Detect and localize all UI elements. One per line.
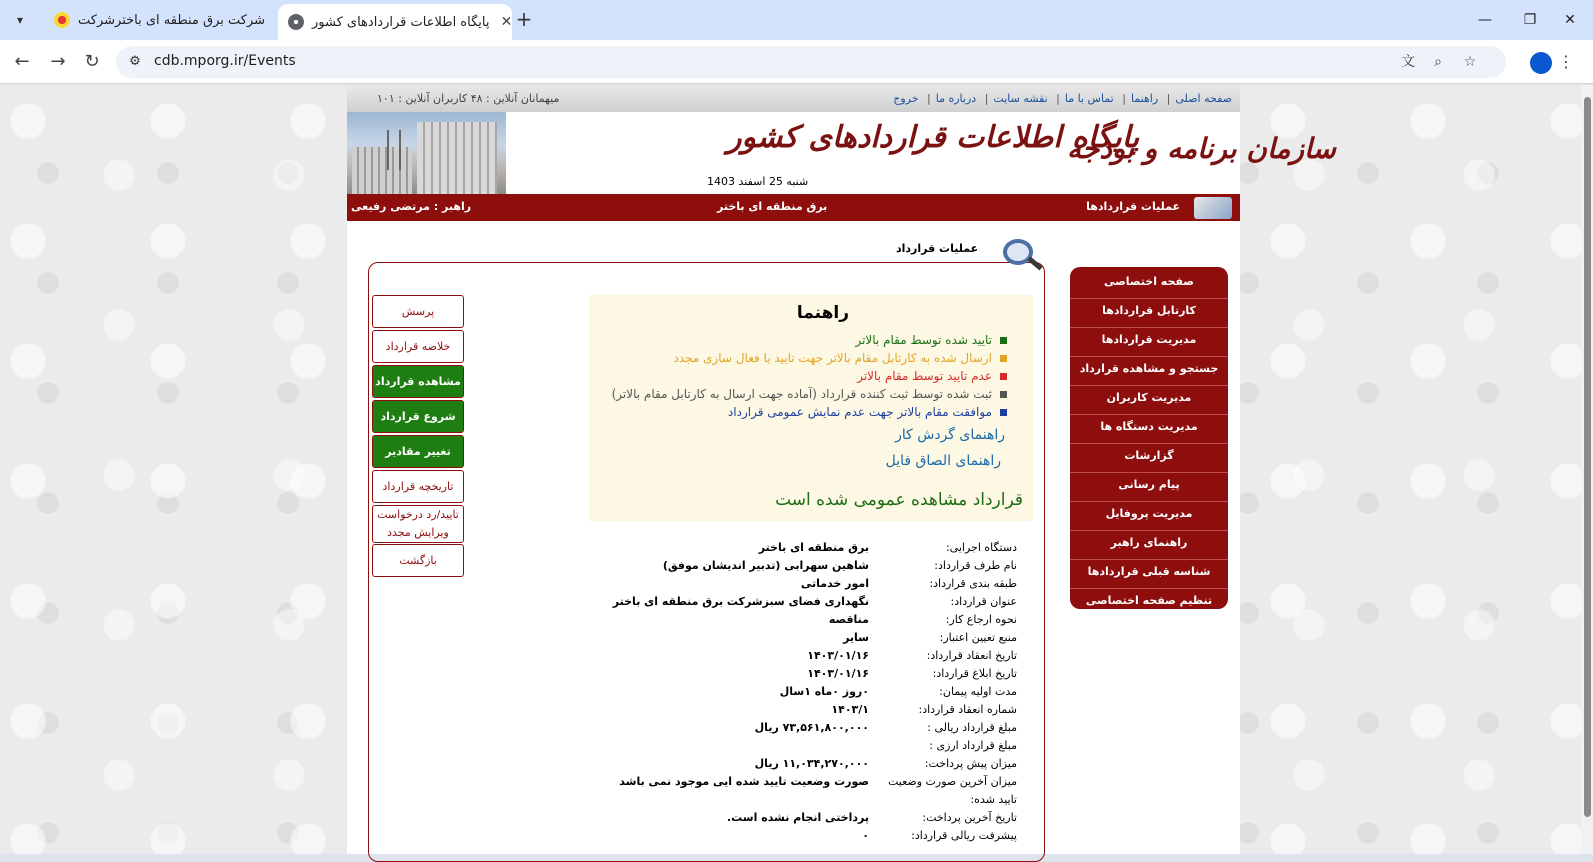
link-home[interactable]: صفحه اصلی [1175,92,1232,105]
magnifier-icon [995,235,1045,273]
zoom-icon[interactable]: ⌕ [1434,54,1442,70]
detail-row: تاریخ آخرین پرداخت: پرداختی انجام نشده است. [726,811,1017,824]
menu-item-previous-ids[interactable]: شناسه قبلی قراردادها [1070,560,1228,589]
status-square-icon [1000,355,1007,362]
online-users: میهمانان آنلاین : ۴۸ کاربران آنلاین : ۱۰۱ [377,92,560,105]
current-date: شنبه 25 اسفند 1403 [707,175,809,188]
contracts-icon [1194,197,1232,219]
tab-title: پایگاه اطلاعات قراردادهای کشور [312,14,490,30]
menu-item-manage-contracts[interactable]: مدیریت قراردادها [1070,328,1228,357]
context-bar [347,194,1240,221]
link-contact[interactable]: تماس با ما [1064,92,1114,105]
menu-item-cartable[interactable]: کارتابل قراردادها [1070,299,1228,328]
guide-title: راهنما [796,303,849,323]
translate-icon[interactable]: 文 [1401,54,1415,70]
legend-item: ارسال شده به کارتابل مقام بالاتر جهت تایید یا فعال سازی مجدد [612,351,1007,369]
browser-tab-bar [0,0,1593,40]
detail-row: منبع تعیین اعتبار: سایر [843,631,1017,644]
company-name: برق منطقه ای باختر [717,200,828,213]
address-bar[interactable] [116,46,1506,78]
org-logo: سازمان برنامه و بودجه [1067,132,1336,165]
page-viewport [0,85,1593,854]
guide-name: راهبر : مرتضی رفیعی [351,200,472,213]
panel-title: عملیات قرارداد [892,242,982,255]
approve-reject-edit-button[interactable]: تایید/رد درخواست ویرایش مجدد [372,505,464,543]
building-photo [347,112,506,194]
tab-search-icon[interactable]: ▾ [16,13,24,27]
link-about[interactable]: درباره ما [935,92,977,105]
legend-item: تایید شده توسط مقام بالاتر [612,333,1007,351]
site-info-icon[interactable]: ⚙ [129,54,141,69]
status-square-icon [1000,337,1007,344]
side-menu [1070,267,1228,609]
top-links-bar [347,85,1240,112]
contract-history-button[interactable]: تاریخچه قرارداد [372,470,464,503]
tab-cdb[interactable] [278,4,512,40]
star-icon[interactable]: ☆ [1463,54,1477,70]
detail-row: شماره انعقاد قرارداد: ۱۴۰۳/۱ [831,703,1017,716]
question-button[interactable]: پرسش [372,295,464,328]
start-contract-button[interactable]: شروع قرارداد [372,400,464,433]
legend-item: عدم تایید توسط مقام بالاتر [612,369,1007,387]
status-square-icon [1000,409,1007,416]
detail-row: نام طرف قرارداد: شاهین سهرابی (تدبیر اندیشان موفق) [662,559,1017,572]
menu-item-messaging[interactable]: پیام رسانی [1070,473,1228,502]
public-status: قرارداد مشاهده عمومی شده است [775,490,1023,510]
detail-row: میزان پیش پرداخت: ۱۱,۰۳۴,۲۷۰,۰۰۰ ریال [754,757,1017,770]
tab-barakhtar[interactable] [44,0,274,40]
menu-item-dashboard-settings[interactable]: تنظیم صفحه اختصاصی [1085,594,1213,607]
menu-item-profile[interactable]: مدیریت پروفایل [1070,502,1228,531]
site-favicon-icon [54,12,70,28]
kebab-menu-icon[interactable]: ⋮ [1558,52,1574,71]
workflow-guide-link[interactable]: راهنمای گردش کار [895,427,1005,443]
detail-row: تاریخ ابلاغ قرارداد: ۱۴۰۳/۰۱/۱۶ [807,667,1017,680]
window-close-icon[interactable]: ✕ [1564,12,1576,28]
url-text[interactable]: cdb.mporg.ir/Events [154,53,296,69]
minimize-icon[interactable]: — [1478,12,1492,28]
detail-row: نحوه ارجاع کار: مناقصه [828,613,1017,626]
detail-row: پیشرفت ریالی قرارداد: ۰ [862,829,1017,842]
new-tab-button[interactable]: + [515,7,533,31]
menu-item-manage-agencies[interactable]: مدیریت دستگاه ها [1070,415,1228,444]
link-sitemap[interactable]: نقشه سایت [993,92,1048,105]
guide-box [589,295,1033,521]
detail-row: مبلغ قرارداد ارزی : [929,739,1017,752]
detail-row: میزان آخرین صورت وضعیت صورت وضعیت تایید شده ایی موجود نمی باشد [619,775,1017,788]
status-square-icon [1000,391,1007,398]
view-contract-button[interactable]: مشاهده قرارداد [372,365,464,398]
contract-summary-button[interactable]: خلاصه قرارداد [372,330,464,363]
legend-item: ثبت شده توسط ثبت کننده قرارداد (آماده جهت ارسال به کارتابل مقام بالاتر) [612,387,1007,405]
menu-item-manage-users[interactable]: مدیریت کاربران [1070,386,1228,415]
profile-icon[interactable] [1530,52,1552,74]
change-values-button[interactable]: تغییر مقادیر [372,435,464,468]
reload-icon[interactable]: ↻ [84,51,100,72]
menu-item-dashboard[interactable]: صفحه اختصاصی [1070,270,1228,299]
page-container [347,85,1336,854]
detail-row: عنوان قرارداد: نگهداری فضای سبزشرکت برق منطقه ای باختر [612,595,1017,608]
back-arrow-icon[interactable]: ← [14,51,30,72]
tab-title: شرکت برق منطقه ای باخترشرکت [78,12,266,28]
menu-item-search-contracts[interactable]: جستجو و مشاهده قرارداد [1070,357,1228,386]
globe-icon [288,14,304,30]
operations-title: عملیات قراردادها [1086,200,1180,213]
menu-item-reports[interactable]: گزارشات [1070,444,1228,473]
page-scrollbar[interactable] [1581,85,1593,854]
browser-toolbar [0,40,1593,84]
forward-arrow-icon[interactable]: → [50,51,66,72]
back-button[interactable]: بازگشت [372,544,464,577]
link-logout[interactable]: خروج [893,92,919,105]
link-help[interactable]: راهنما [1130,92,1159,105]
site-banner [347,112,1336,194]
detail-row: مبلغ قرارداد ریالی : ۷۳,۵۶۱,۸۰۰,۰۰۰ ریال [754,721,1017,734]
detail-row: دستگاه اجرایی: برق منطقه ای باختر [758,541,1017,554]
close-icon[interactable]: ✕ [500,14,513,30]
detail-row: تایید شده: [970,793,1017,806]
detail-row: مدت اولیه پیمان: ۰روز ۰ماه ۱سال [779,685,1017,698]
scrollbar-thumb[interactable] [1584,97,1591,817]
menu-item-guide-help[interactable]: راهنمای راهبر [1070,531,1228,560]
site-title-logo: پایگاه اطلاعات قراردادهای کشور [727,120,1140,155]
attach-guide-link[interactable]: راهنمای الصاق فایل [885,453,1001,469]
top-links: صفحه اصلی| راهنما| تماس با ما| نقشه سایت| درباره ما| خروج [893,92,1232,105]
restore-icon[interactable]: ❐ [1523,12,1537,28]
status-legend [612,333,1007,423]
detail-row: طبقه بندی قرارداد: امور خدماتی [800,577,1017,590]
status-square-icon [1000,373,1007,380]
detail-row: تاریخ انعقاد قرارداد: ۱۴۰۳/۰۱/۱۶ [807,649,1017,662]
legend-item: موافقت مقام بالاتر جهت عدم نمایش عمومی قرارداد [612,405,1007,423]
